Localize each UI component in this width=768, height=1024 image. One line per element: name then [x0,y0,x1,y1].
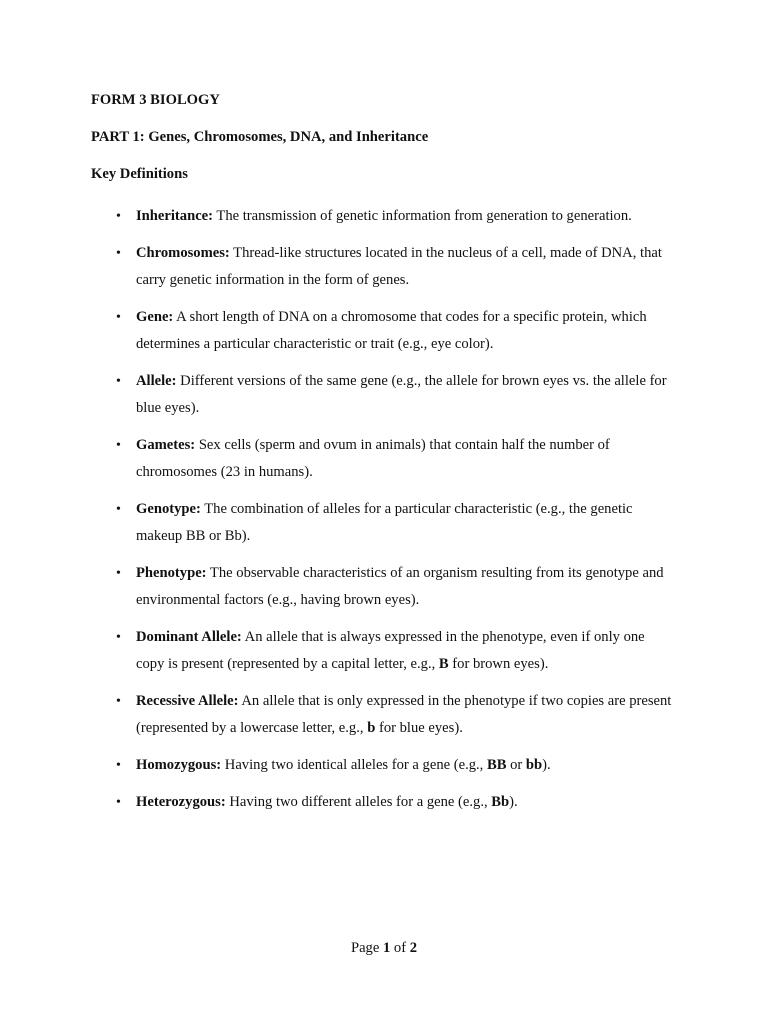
definition-text: The observable characteristics of an organism resulting from its genotype and environmental factors (e.g., having brown eyes). [136,565,664,608]
definition-item-homozygous [136,752,676,779]
current-page-number: 1 [382,940,391,956]
definition-term: Homozygous: [136,757,222,773]
definition-term: Gametes: [136,437,196,453]
definition-text: The combination of alleles for a particular characteristic (e.g., the genetic makeup BB or Bb). [136,501,633,544]
definition-text: ). [542,757,551,773]
definition-term: Heterozygous: [136,794,226,810]
definition-term: Inheritance: [136,208,214,224]
definition-text: Having two different alleles for a gene (e.g., [225,794,492,810]
definition-item-gametes [136,432,676,486]
definition-term: Gene: [136,309,174,325]
definition-text: ). [509,794,518,810]
definition-text: for blue eyes). [375,720,463,736]
allele-symbol: Bb [491,794,510,810]
definition-item-phenotype [136,560,676,614]
definition-item-dominant-allele [136,624,676,678]
definition-item-chromosomes [136,240,676,294]
definition-text: An allele that is only expressed in the phenotype if two copies are present (represented by a lowercase letter, e.g., [136,693,672,736]
definition-term: Dominant Allele: [136,629,242,645]
page-label: Page [350,940,383,956]
definition-text: The transmission of genetic information from generation to generation. [213,208,632,224]
definition-text: for brown eyes). [448,656,549,672]
definition-item-inheritance [136,203,676,230]
definition-item-heterozygous [136,789,676,816]
allele-symbol: b [367,720,376,736]
allele-symbol: bb [525,757,543,773]
definition-term: Recessive Allele: [136,693,239,709]
definition-text: An allele that is always expressed in the phenotype, even if only one copy is present (represented by a capital letter, e.g., [136,629,645,672]
total-pages-number: 2 [409,940,418,956]
definition-term: Allele: [136,373,177,389]
definition-term: Chromosomes: [136,245,230,261]
definition-item-genotype [136,496,676,550]
definition-item-recessive-allele [136,688,676,742]
definition-text: A short length of DNA on a chromosome that codes for a specific protein, which determines a particular characteristic or trait (e.g., eye color). [136,309,647,352]
definition-text: or [506,757,526,773]
definition-text: Sex cells (sperm and ovum in animals) that contain half the number of chromosomes (23 in humans). [136,437,610,480]
section-title: Key Definitions [91,166,188,182]
definition-text: Thread-like structures located in the nucleus of a cell, made of DNA, that carry genetic information in the form of genes. [136,245,662,288]
definition-item-allele [136,368,676,422]
document-title: FORM 3 BIOLOGY [91,92,220,108]
definition-text: Having two identical alleles for a gene (e.g., [221,757,487,773]
page-of-label: of [390,940,410,956]
definition-text: Different versions of the same gene (e.g., the allele for brown eyes vs. the allele for blue eyes). [136,373,667,416]
definitions-list [136,203,676,826]
allele-symbol: BB [486,757,507,773]
definition-term: Phenotype: [136,565,207,581]
part-title: PART 1: Genes, Chromosomes, DNA, and Inheritance [91,129,429,145]
page-footer [0,940,768,957]
definition-term: Genotype: [136,501,201,517]
definition-item-gene [136,304,676,358]
allele-symbol: B [438,656,449,672]
